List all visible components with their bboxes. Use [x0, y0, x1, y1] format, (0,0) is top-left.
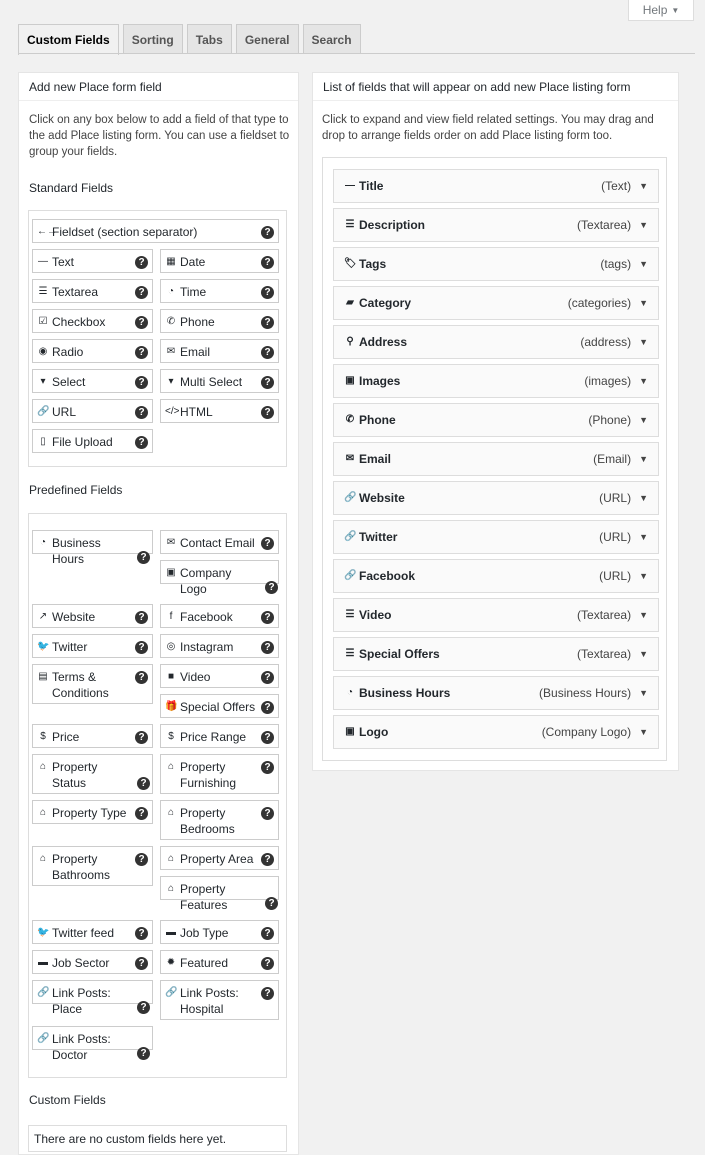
special-offers-icon: ☰	[345, 648, 355, 659]
time-icon: ◔	[167, 286, 175, 297]
form-field-label: Video	[359, 608, 392, 622]
chevron-down-icon[interactable]: ▼	[639, 727, 648, 737]
add-field-company-logo[interactable]	[160, 560, 279, 596]
business-hours-icon: ◔	[39, 537, 47, 548]
field-label: Select	[52, 375, 86, 389]
form-fields-description: Click to expand and view field related settings. You may drag and drop to arrange fields order on add Place listing form too.	[322, 114, 654, 142]
chevron-down-icon[interactable]: ▼	[639, 220, 648, 230]
help-icon[interactable]: ?	[135, 853, 148, 866]
add-field-job-sector[interactable]	[32, 950, 153, 974]
add-field-property-bathrooms[interactable]	[32, 846, 153, 886]
form-field-type: (Phone)	[588, 413, 632, 427]
tab-sorting[interactable]: Sorting	[123, 24, 183, 54]
field-label: Terms & Conditions	[52, 670, 109, 700]
field-label: URL	[52, 405, 77, 419]
price-range-icon: $	[168, 731, 174, 742]
help-icon[interactable]: ?	[135, 316, 148, 329]
add-field-property-area[interactable]	[160, 846, 279, 870]
featured-icon: ✹	[166, 957, 176, 968]
form-field-row-category[interactable]	[333, 286, 659, 320]
property-area-icon: ⌂	[167, 853, 175, 864]
help-icon[interactable]: ?	[261, 406, 274, 419]
field-label: Facebook	[180, 610, 233, 624]
twitter-icon: 🔗	[344, 531, 357, 542]
form-field-row-address[interactable]	[333, 325, 659, 359]
file-upload-icon: ▯	[40, 436, 46, 447]
help-icon[interactable]: ?	[135, 641, 148, 654]
company-logo-icon: ▣	[166, 567, 176, 578]
add-field-checkbox[interactable]	[32, 309, 153, 333]
help-icon[interactable]: ?	[261, 611, 274, 624]
select-icon: ▾	[40, 376, 46, 387]
facebook-icon: f	[169, 611, 173, 622]
add-field-property-status[interactable]	[32, 754, 153, 794]
instagram-icon: ◎	[166, 641, 176, 652]
form-field-name	[344, 178, 601, 194]
add-field-twitter[interactable]	[32, 634, 153, 658]
field-label: Checkbox	[52, 315, 106, 329]
form-field-row-images[interactable]	[333, 364, 659, 398]
field-label: Property Furnishing	[180, 760, 237, 790]
form-field-type: (categories)	[567, 296, 632, 310]
help-icon[interactable]: ?	[261, 256, 274, 269]
add-field-textarea[interactable]	[32, 279, 153, 303]
add-field-twitter-feed[interactable]	[32, 920, 153, 944]
predefined-fields-title: Predefined Fields	[29, 483, 123, 497]
form-field-label: Facebook	[359, 569, 416, 583]
twitter-icon: 🐦	[37, 641, 50, 652]
images-icon: ▣	[345, 375, 355, 386]
form-field-label: Phone	[359, 413, 396, 427]
text-icon: —	[38, 256, 48, 267]
form-field-type: (images)	[584, 374, 632, 388]
email-icon: ✉	[166, 346, 176, 357]
help-icon[interactable]: ?	[261, 807, 274, 820]
form-field-type: (Textarea)	[577, 647, 632, 661]
add-field-video[interactable]	[160, 664, 279, 688]
add-field-file-upload[interactable]	[32, 429, 153, 453]
help-icon[interactable]: ?	[137, 1001, 150, 1014]
help-icon[interactable]: ?	[137, 1047, 150, 1060]
property-status-icon: ⌂	[39, 761, 47, 772]
help-icon[interactable]: ?	[135, 731, 148, 744]
field-label: Property Type	[52, 806, 127, 820]
add-field-link-posts-doctor[interactable]	[32, 1026, 153, 1062]
chevron-down-icon[interactable]: ▼	[639, 181, 648, 191]
form-field-name	[344, 607, 577, 623]
add-field-link-posts-hospital[interactable]	[160, 980, 279, 1020]
form-fields-panel-title: List of fields that will appear on add new Place listing form	[313, 73, 678, 101]
contact-email-icon: ✉	[166, 537, 176, 548]
add-field-panel-title: Add new Place form field	[19, 73, 298, 101]
field-label: Link Posts: Place	[52, 986, 111, 1016]
field-label: Job Type	[180, 926, 229, 940]
form-field-row-tags[interactable]	[333, 247, 659, 281]
tab-bar	[18, 24, 361, 55]
form-field-label: Special Offers	[359, 647, 440, 661]
form-field-name	[344, 217, 577, 233]
help-icon[interactable]: ?	[135, 957, 148, 970]
tab-divider	[18, 53, 695, 54]
form-field-name	[344, 412, 588, 428]
fieldset-section-separator-icon: ←→	[37, 226, 57, 237]
chevron-down-icon[interactable]: ▼	[639, 376, 648, 386]
chevron-down-icon[interactable]: ▼	[639, 610, 648, 620]
field-label: Contact Email	[180, 536, 255, 550]
help-icon[interactable]: ?	[261, 957, 274, 970]
form-field-row-phone[interactable]	[333, 403, 659, 437]
help-label: Help	[642, 3, 668, 17]
add-field-job-type[interactable]	[160, 920, 279, 944]
price-icon: $	[40, 731, 46, 742]
add-field-multi-select[interactable]	[160, 369, 279, 393]
add-field-select[interactable]	[32, 369, 153, 393]
add-field-property-features[interactable]	[160, 876, 279, 912]
address-icon: ⚲	[346, 336, 354, 347]
form-field-type: (tags)	[600, 257, 632, 271]
help-icon[interactable]: ?	[261, 987, 274, 1000]
form-field-name	[344, 685, 539, 701]
field-label: Property Area	[180, 852, 254, 866]
add-field-instagram[interactable]	[160, 634, 279, 658]
form-field-label: Twitter	[359, 530, 398, 544]
help-icon[interactable]: ?	[261, 671, 274, 684]
chevron-down-icon: ▼	[671, 5, 680, 15]
chevron-down-icon[interactable]: ▼	[639, 454, 648, 464]
form-field-label: Address	[359, 335, 408, 349]
form-field-row-title[interactable]	[333, 169, 659, 203]
form-field-row-email[interactable]	[333, 442, 659, 476]
chevron-down-icon[interactable]: ▼	[639, 688, 648, 698]
add-field-facebook[interactable]	[160, 604, 279, 628]
add-field-contact-email[interactable]	[160, 530, 279, 554]
help-icon[interactable]: ?	[135, 376, 148, 389]
radio-icon: ◉	[38, 346, 48, 357]
job-sector-icon: ▬	[38, 957, 48, 968]
help-icon[interactable]: ?	[135, 286, 148, 299]
field-label: Job Sector	[52, 956, 110, 970]
form-field-label: Description	[359, 218, 426, 232]
add-field-property-furnishing[interactable]	[160, 754, 279, 794]
field-label: Link Posts: Doctor	[52, 1032, 111, 1062]
field-label: Video	[180, 670, 211, 684]
form-field-name	[344, 724, 542, 740]
job-type-icon: ▬	[166, 927, 176, 938]
tags-icon: 🏷	[344, 258, 357, 269]
chevron-down-icon[interactable]: ▼	[639, 649, 648, 659]
tab-search[interactable]: Search	[303, 24, 361, 54]
help-icon[interactable]: ?	[261, 346, 274, 359]
facebook-icon: 🔗	[344, 570, 357, 581]
add-field-link-posts-place[interactable]	[32, 980, 153, 1016]
chevron-down-icon[interactable]: ▼	[639, 493, 648, 503]
form-field-name	[344, 373, 584, 389]
property-bathrooms-icon: ⌂	[39, 853, 47, 864]
multi-select-icon: ▾	[168, 376, 174, 387]
add-field-phone[interactable]	[160, 309, 279, 333]
add-field-price[interactable]	[32, 724, 153, 748]
form-field-type: (Text)	[601, 179, 632, 193]
logo-icon: ▣	[345, 726, 355, 737]
field-label: Email	[180, 345, 211, 359]
chevron-down-icon[interactable]: ▼	[639, 337, 648, 347]
add-field-featured[interactable]	[160, 950, 279, 974]
field-label: Featured	[180, 956, 229, 970]
description-icon: ☰	[345, 219, 355, 230]
add-field-text[interactable]	[32, 249, 153, 273]
form-field-row-video[interactable]	[333, 598, 659, 632]
form-field-name	[344, 529, 599, 545]
property-furnishing-icon: ⌂	[167, 761, 175, 772]
add-field-special-offers[interactable]	[160, 694, 279, 718]
help-icon[interactable]: ?	[261, 731, 274, 744]
form-field-label: Title	[359, 179, 384, 193]
field-label: Business Hours	[52, 536, 101, 566]
standard-fields-title: Standard Fields	[29, 181, 114, 195]
add-field-email[interactable]	[160, 339, 279, 363]
form-field-label: Business Hours	[359, 686, 451, 700]
field-label: File Upload	[52, 435, 113, 449]
help-icon[interactable]: ?	[265, 581, 278, 594]
email-icon: ✉	[345, 453, 355, 464]
add-field-website[interactable]	[32, 604, 153, 628]
category-icon: ▰	[346, 297, 354, 308]
website-icon: ↗	[38, 611, 48, 622]
help-icon[interactable]: ?	[135, 671, 148, 684]
help-icon[interactable]: ?	[135, 346, 148, 359]
help-icon[interactable]: ?	[261, 761, 274, 774]
help-icon[interactable]: ?	[261, 927, 274, 940]
field-label: Text	[52, 255, 75, 269]
tab-general[interactable]: General	[236, 24, 299, 54]
field-label: Textarea	[52, 285, 99, 299]
form-field-row-website[interactable]	[333, 481, 659, 515]
form-field-label: Category	[359, 296, 412, 310]
form-field-name	[344, 451, 593, 467]
field-label: Multi Select	[180, 375, 243, 389]
help-button[interactable]	[628, 0, 694, 21]
phone-icon: ✆	[166, 316, 176, 327]
add-field-price-range[interactable]	[160, 724, 279, 748]
link-posts-doctor-icon: 🔗	[37, 1033, 50, 1044]
form-field-row-special-offers[interactable]	[333, 637, 659, 671]
field-label: Price	[52, 730, 80, 744]
help-icon[interactable]: ?	[261, 853, 274, 866]
add-field-property-bedrooms[interactable]	[160, 800, 279, 840]
form-field-type: (URL)	[599, 569, 632, 583]
field-label: Date	[180, 255, 206, 269]
title-icon: —	[345, 180, 355, 191]
form-field-row-business-hours[interactable]	[333, 676, 659, 710]
help-icon[interactable]: ?	[137, 777, 150, 790]
field-label: Property Status	[52, 760, 98, 790]
field-label: Twitter	[52, 640, 88, 654]
field-label: Company Logo	[180, 566, 232, 596]
html-icon: </>	[165, 406, 180, 417]
form-field-type: (Company Logo)	[541, 725, 632, 739]
help-icon[interactable]: ?	[135, 807, 148, 820]
help-icon[interactable]: ?	[135, 436, 148, 449]
textarea-icon: ☰	[38, 286, 48, 297]
field-label: Property Bedrooms	[180, 806, 235, 836]
field-label: Property Bathrooms	[52, 852, 111, 882]
form-field-type: (Business Hours)	[539, 686, 632, 700]
form-field-row-facebook[interactable]	[333, 559, 659, 593]
help-icon[interactable]: ?	[261, 537, 274, 550]
field-label: Property Features	[180, 882, 228, 912]
add-field-fieldset-section-separator[interactable]	[32, 219, 279, 243]
form-field-name	[344, 490, 599, 506]
form-field-row-twitter[interactable]	[333, 520, 659, 554]
chevron-down-icon[interactable]: ▼	[639, 298, 648, 308]
link-posts-hospital-icon: 🔗	[165, 987, 178, 998]
field-label: Fieldset (section separator)	[52, 225, 198, 239]
help-icon[interactable]: ?	[261, 226, 274, 239]
field-label: Time	[180, 285, 207, 299]
add-field-terms-conditions[interactable]	[32, 664, 153, 704]
website-icon: 🔗	[344, 492, 357, 503]
form-field-name	[344, 646, 577, 662]
help-icon[interactable]: ?	[261, 316, 274, 329]
add-field-time[interactable]	[160, 279, 279, 303]
phone-icon: ✆	[345, 414, 355, 425]
add-field-date[interactable]	[160, 249, 279, 273]
help-icon[interactable]: ?	[261, 376, 274, 389]
form-field-label: Images	[359, 374, 401, 388]
form-field-row-description[interactable]	[333, 208, 659, 242]
form-field-type: (Email)	[593, 452, 632, 466]
chevron-down-icon[interactable]: ▼	[639, 415, 648, 425]
form-field-name	[344, 568, 599, 584]
no-custom-fields-message: There are no custom fields here yet.	[28, 1125, 287, 1152]
help-icon[interactable]: ?	[137, 551, 150, 564]
form-field-type: (Textarea)	[577, 608, 632, 622]
field-label: Radio	[52, 345, 84, 359]
chevron-down-icon[interactable]: ▼	[639, 532, 648, 542]
help-icon[interactable]: ?	[135, 256, 148, 269]
chevron-down-icon[interactable]: ▼	[639, 571, 648, 581]
add-field-business-hours[interactable]	[32, 530, 153, 566]
url-icon: 🔗	[37, 406, 50, 417]
video-icon: ■	[167, 671, 175, 682]
form-field-type: (URL)	[599, 530, 632, 544]
help-icon[interactable]: ?	[265, 897, 278, 910]
form-field-type: (URL)	[599, 491, 632, 505]
add-field-property-type[interactable]	[32, 800, 153, 824]
form-field-label: Website	[359, 491, 405, 505]
business-hours-icon: ◔	[346, 687, 354, 698]
form-field-type: (Textarea)	[577, 218, 632, 232]
field-label: Twitter feed	[52, 926, 115, 940]
form-field-label: Logo	[359, 725, 389, 739]
form-field-row-logo[interactable]	[333, 715, 659, 749]
tab-tabs[interactable]: Tabs	[187, 24, 232, 54]
add-field-url[interactable]	[32, 399, 153, 423]
custom-fields-title: Custom Fields	[29, 1093, 106, 1107]
twitter-feed-icon: 🐦	[37, 927, 50, 938]
checkbox-icon: ☑	[38, 316, 48, 327]
video-icon: ☰	[345, 609, 355, 620]
form-field-label: Email	[359, 452, 392, 466]
tab-custom-fields[interactable]: Custom Fields	[18, 24, 119, 55]
field-label: Link Posts: Hospital	[180, 986, 239, 1016]
form-field-name	[344, 256, 600, 272]
help-icon[interactable]: ?	[135, 927, 148, 940]
add-field-radio[interactable]	[32, 339, 153, 363]
form-field-name	[344, 334, 580, 350]
terms-conditions-icon: ▤	[38, 671, 48, 682]
form-field-name	[344, 295, 568, 311]
field-label: HTML	[180, 405, 213, 419]
help-icon[interactable]: ?	[261, 286, 274, 299]
property-features-icon: ⌂	[167, 883, 175, 894]
help-icon[interactable]: ?	[261, 641, 274, 654]
field-label: Website	[52, 610, 96, 624]
link-posts-place-icon: 🔗	[37, 987, 50, 998]
help-icon[interactable]: ?	[135, 611, 148, 624]
field-label: Price Range	[180, 730, 247, 744]
special-offers-icon: 🎁	[165, 701, 178, 712]
property-bedrooms-icon: ⌂	[167, 807, 175, 818]
field-label: Instagram	[180, 640, 234, 654]
add-field-html[interactable]	[160, 399, 279, 423]
field-label: Phone	[180, 315, 215, 329]
property-type-icon: ⌂	[39, 807, 47, 818]
date-icon: ▦	[166, 256, 176, 267]
help-icon[interactable]: ?	[135, 406, 148, 419]
help-icon[interactable]: ?	[261, 701, 274, 714]
field-label: Special Offers	[180, 700, 256, 714]
form-field-type: (address)	[580, 335, 632, 349]
add-field-description: Click on any box below to add a field of that type to the add Place listing form. You can use a fieldset to group your fields.	[29, 114, 290, 158]
form-field-label: Tags	[359, 257, 387, 271]
chevron-down-icon[interactable]: ▼	[639, 259, 648, 269]
